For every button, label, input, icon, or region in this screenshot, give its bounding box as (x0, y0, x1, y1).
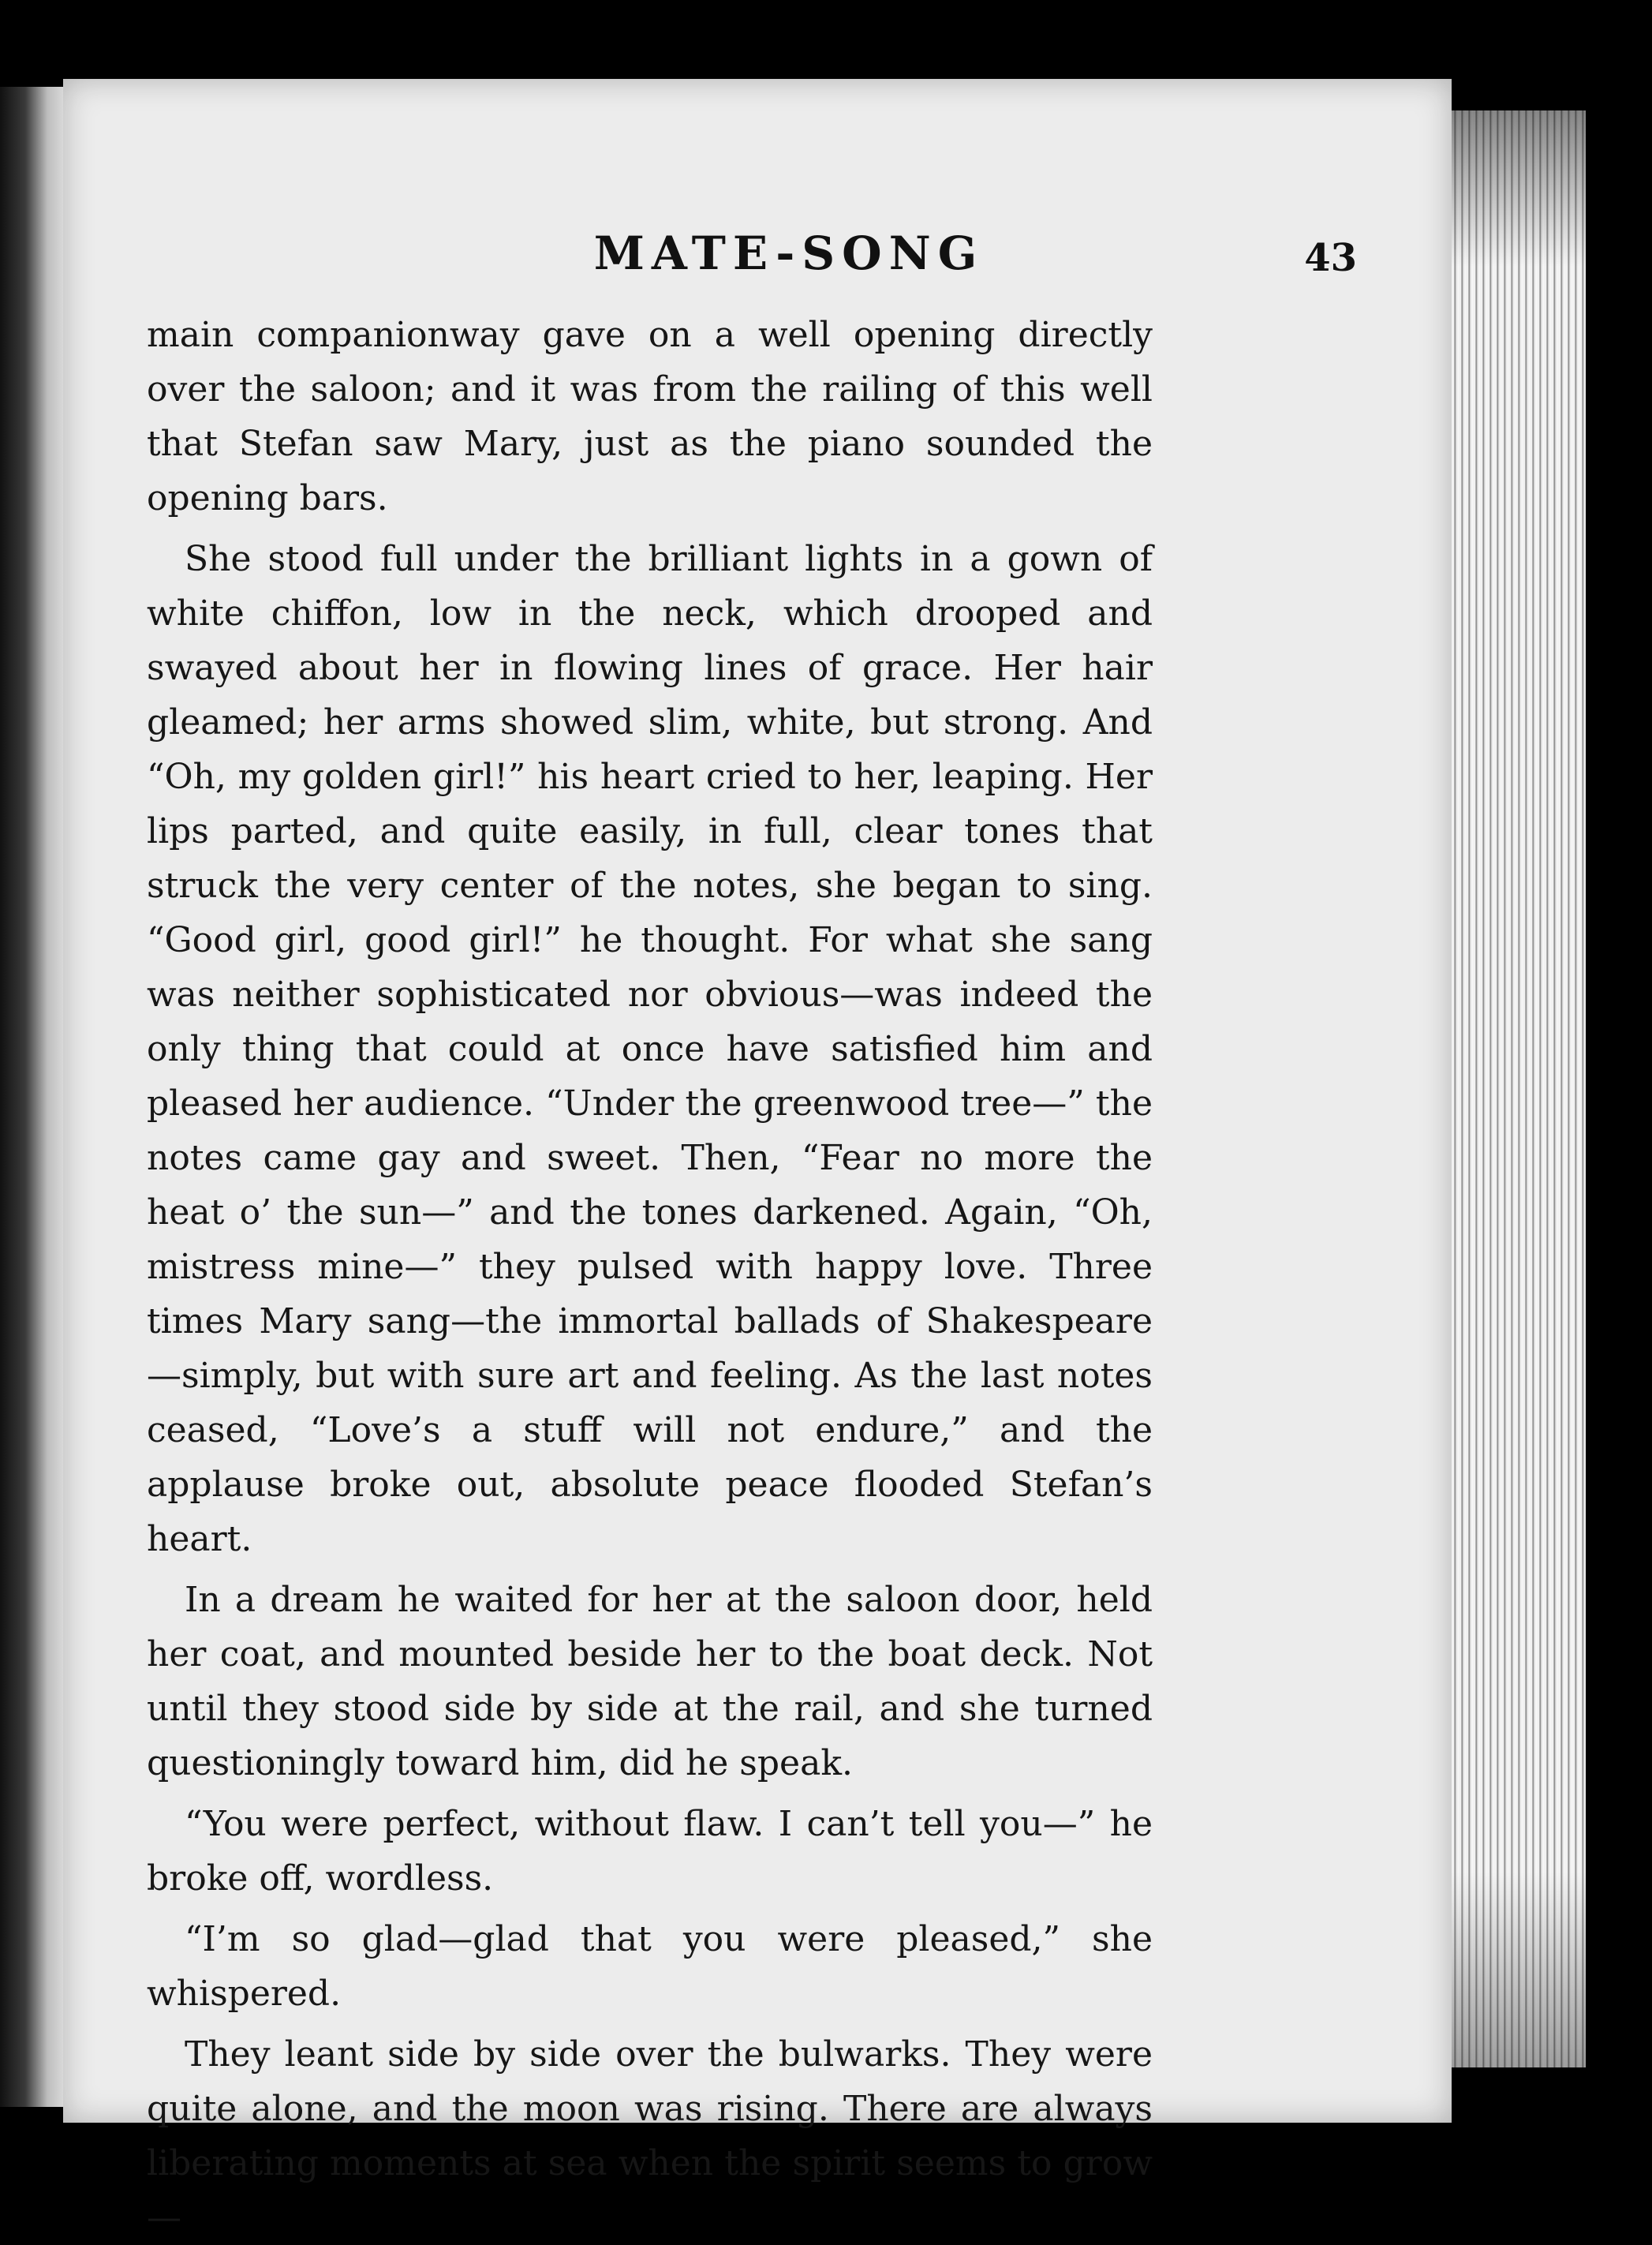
paragraph: They leant side by side over the bulwarks. They were quite alone, and the moon was rising. There are always liberating moments at sea when the spirit seems to grow — (147, 2034, 1153, 2238)
running-title: MATE-SONG (593, 226, 985, 280)
paragraph: “You were perfect, without flaw. I can’t tell you—” he broke off, wordless. (147, 1804, 1153, 1899)
paragraph: “I’m so glad—glad that you were pleased,” she whispered. (147, 1919, 1153, 2014)
paragraph: main companionway gave on a well opening directly over the saloon; and it was from the railing of this well that Stefan saw Mary, just as the piano sounded the opening bars. (147, 315, 1153, 518)
paragraph: She stood full under the brilliant lights in a gown of white chiffon, low in the neck, which drooped and swayed about her in flowing lines of grace. Her hair gleamed; her arms showed slim, white, but strong. And “Oh, my golden girl!” his heart cried to her, leaping. Her lips parted, and quite easily, in full, clear tones that struck the very center of the notes, she began to sing. “Good girl, good girl!” he thought. For what she sang was neither sophisticated nor obvious—was indeed the only thing that could at once have satisfied him and pleased her audience. “Under the greenwood tree—” the notes came gay and sweet. Then, “Fear no more the heat o’ the sun—” and the tones darkened. Again, “Oh, mistress mine—” they pulsed with happy love. Three times Mary sang—the immortal ballads of Shakespeare—simply, but with sure art and feeling. As the last notes ceased, “Love’s a stuff will not endure,” and the applause broke out, absolute peace flooded Stefan’s heart. (147, 539, 1153, 1559)
page-edges-stack (1452, 110, 1586, 2067)
paragraph: In a dream he waited for her at the saloon door, held her coat, and mounted beside her to the boat deck. Not until they stood side by side at the rail, and she turned questioningly toward him, did he speak. (147, 1580, 1153, 1783)
page-number: 43 (1304, 236, 1357, 280)
body-text (147, 308, 1153, 2245)
page-header (473, 226, 1357, 290)
book-gutter-shadow (0, 87, 63, 2107)
